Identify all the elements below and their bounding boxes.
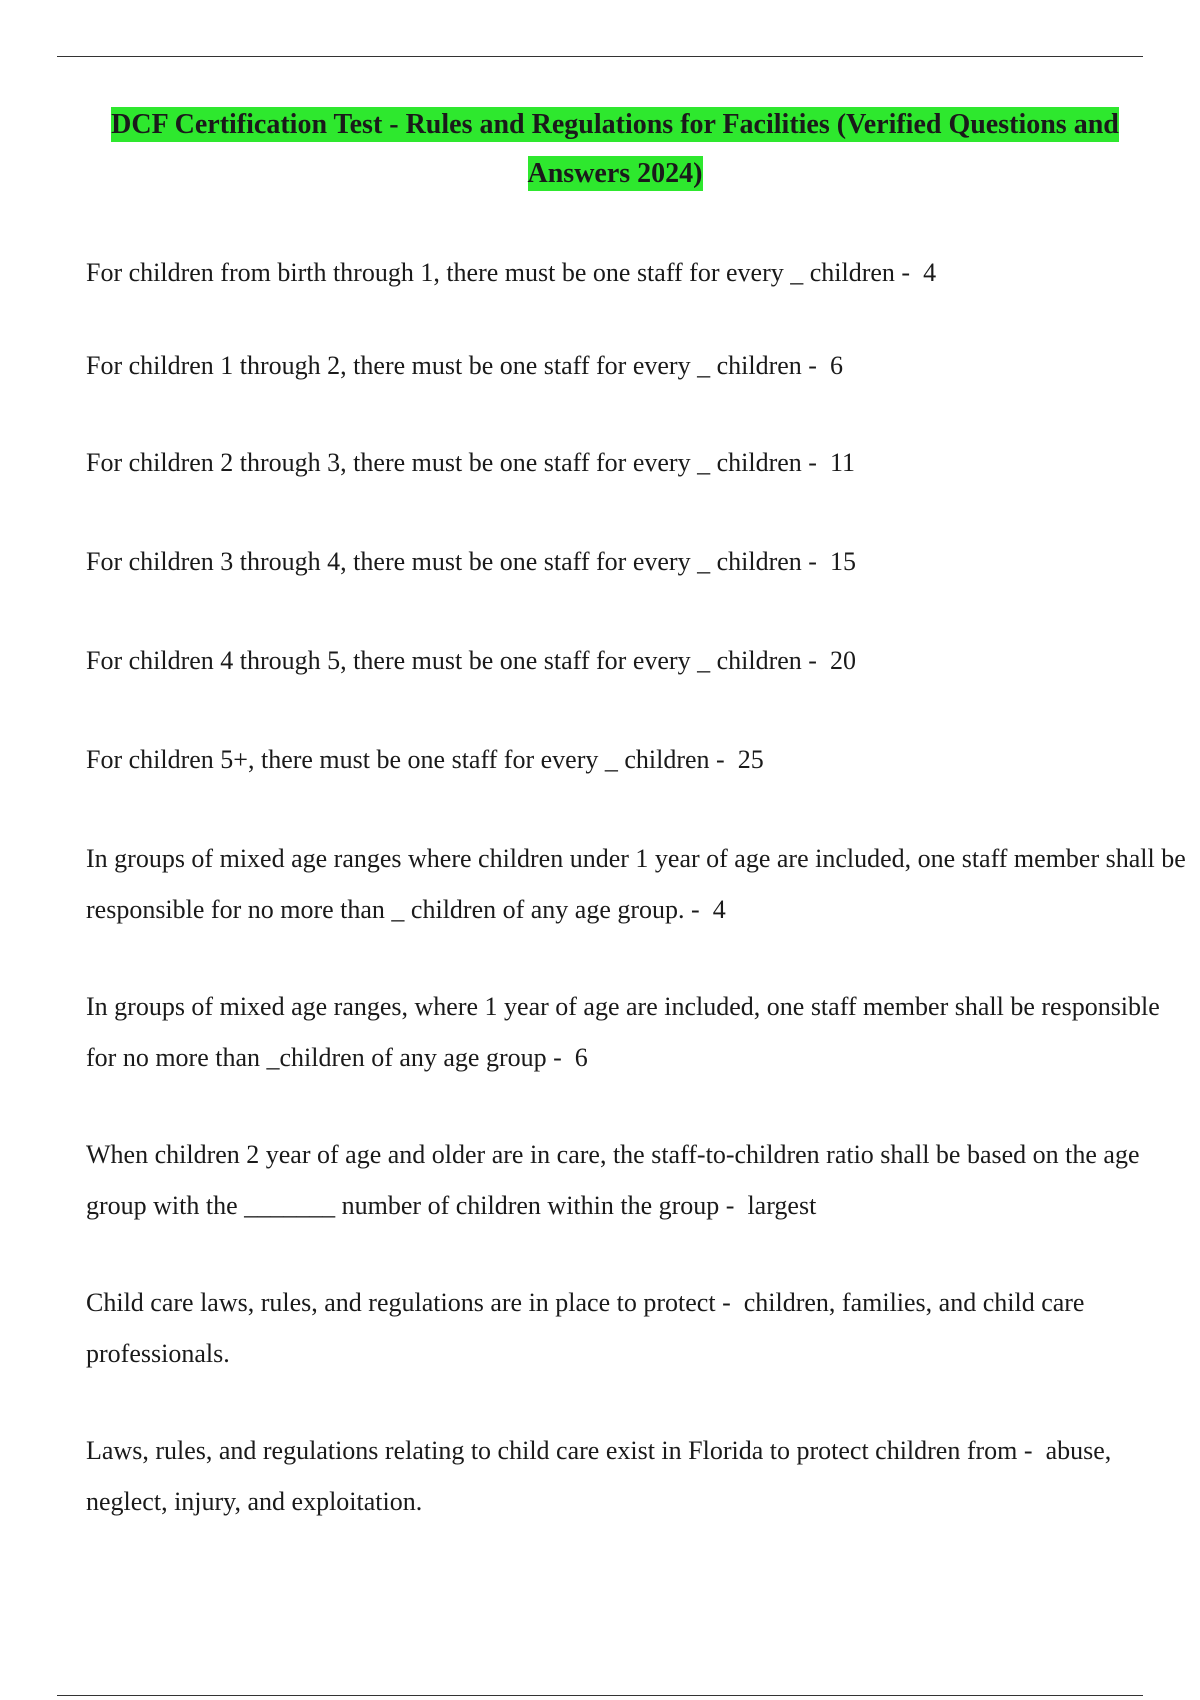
bottom-rule [57, 1695, 1143, 1696]
qa-question: For children 3 through 4, there must be one staff for every _ children [86, 547, 802, 576]
qa-answer: - abuse, neglect, injury, and exploitation. [86, 1436, 1111, 1516]
qa-question: In groups of mixed age ranges, where 1 year of age are included, one staff member shall be responsible for no more than _children of any age group [86, 992, 1160, 1072]
qa-question: Laws, rules, and regulations relating to child care exist in Florida to protect children from [86, 1436, 1018, 1465]
qa-item [86, 247, 1186, 298]
qa-question: In groups of mixed age ranges where children under 1 year of age are included, one staff member shall be responsible for no more than _ children of any age group. [86, 844, 1186, 924]
qa-item [86, 437, 1186, 488]
qa-answer: - children, families, and child care professionals. [86, 1288, 1084, 1368]
qa-answer: - 6 [547, 1043, 588, 1072]
qa-item [86, 536, 1186, 587]
qa-answer: - 25 [710, 745, 764, 774]
top-rule [57, 56, 1143, 57]
document-title [86, 100, 1144, 198]
qa-answer: - 11 [802, 448, 855, 477]
qa-question: For children 1 through 2, there must be one staff for every _ children [86, 351, 802, 380]
qa-answer: - 6 [802, 351, 843, 380]
qa-answer: - 4 [685, 895, 726, 924]
qa-item [86, 1277, 1186, 1379]
document-title-text: DCF Certification Test - Rules and Regulations for Facilities (Verified Questions and Answers 2024) [111, 109, 1119, 189]
qa-item [86, 1129, 1186, 1231]
qa-item [86, 340, 1186, 391]
qa-list [86, 247, 1186, 1527]
qa-question: For children 4 through 5, there must be one staff for every _ children [86, 646, 802, 675]
qa-answer: - 4 [895, 258, 936, 287]
qa-question: For children 5+, there must be one staff for every _ children [86, 745, 710, 774]
qa-item [86, 635, 1186, 686]
qa-item [86, 1425, 1186, 1527]
qa-answer: - largest [719, 1191, 816, 1220]
qa-question: For children 2 through 3, there must be one staff for every _ children [86, 448, 802, 477]
qa-item [86, 981, 1186, 1083]
qa-question: For children from birth through 1, there must be one staff for every _ children [86, 258, 895, 287]
qa-question: When children 2 year of age and older are in care, the staff-to-children ratio shall be based on the age group with the _______ number of children within the group [86, 1140, 1140, 1220]
qa-item [86, 833, 1186, 935]
qa-question: Child care laws, rules, and regulations are in place to protect [86, 1288, 716, 1317]
qa-answer: - 15 [802, 547, 856, 576]
qa-answer: - 20 [802, 646, 856, 675]
qa-item [86, 734, 1186, 785]
